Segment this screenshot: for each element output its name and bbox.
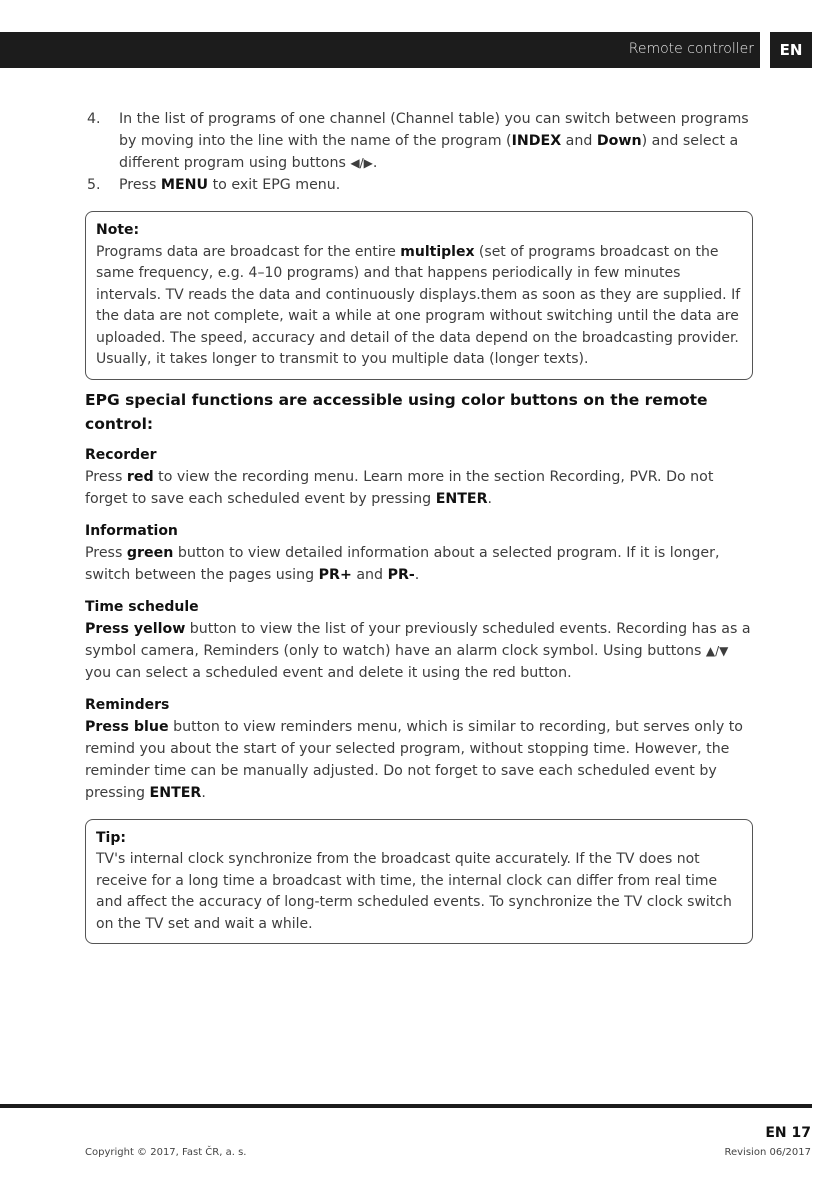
time-schedule-section: Time schedule Press yellow button to view the list of your previously scheduled events. Recording has as a symbol camera, Reminders (only to watch) have an alarm clock symbol. Using buttons ▲/▼ you can select a scheduled event and delete it using the red button. <box>85 596 753 684</box>
reminders-section: Reminders Press blue button to view reminders menu, which is similar to recording, but serves only to remind you about the start of your selected program, without stopping time. However, the reminder time can be manually adjusted. Do not forget to save each scheduled event by pressing ENTER. <box>85 694 753 804</box>
note-box: Note: Programs data are broadcast for the entire multiplex (set of programs broadcast on the same frequency, e.g. 4–10 programs) and that happens periodically in few minutes intervals. TV reads the data and continuously displays.them as soon as they are supplied. If the data are not complete, wait a while at one program without switching until the data are uploaded. The speed, accuracy and detail of the data depend on the broadcasting provider. Usually, it takes longer to transmit to you multiple data (longer texts). <box>85 211 753 380</box>
step-number: 5. <box>87 177 101 193</box>
recorder-section: Recorder Press red to view the recording menu. Learn more in the section Recording, PVR. Do not forget to save each scheduled event by pressing ENTER. <box>85 444 753 510</box>
revision-text: Revision 06/2017 <box>724 1147 811 1158</box>
up-down-arrows-icon: ▲/▼ <box>705 643 729 658</box>
information-title: Information <box>85 522 178 539</box>
note-title: Note: <box>96 222 140 238</box>
step-item: 4. In the list of programs of one channel (Channel table) you can switch between programs by moving into the line with the name of the program (INDEX and Down) and select a different program using buttons ◀/▶. <box>85 108 753 174</box>
time-schedule-title: Time schedule <box>85 598 199 615</box>
information-section: Information Press green button to view detailed information about a selected program. If it is longer, switch between the pages using PR+ and PR-. <box>85 520 753 586</box>
reminders-title: Reminders <box>85 696 170 713</box>
footer-divider <box>0 1104 812 1108</box>
header-bar <box>0 32 760 68</box>
step-item: 5. Press MENU to exit EPG menu. <box>85 174 753 196</box>
steps-list <box>85 108 753 196</box>
language-badge: EN <box>770 32 812 68</box>
tip-box <box>85 819 753 945</box>
page-content <box>85 108 753 944</box>
recorder-title: Recorder <box>85 446 157 463</box>
left-right-arrows-icon: ◀/▶ <box>350 156 373 170</box>
tip-text: TV's internal clock synchronize from the broadcast quite accurately. If the TV does not receive for a long time a broadcast with time, the internal clock can differ from real time and affect the accuracy of long-term scheduled events. To synchronize the TV clock switch on the TV set and wait a while. <box>96 851 732 932</box>
tip-title: Tip: <box>96 829 126 846</box>
section-title: Remote controller <box>628 41 754 57</box>
page-number: EN 17 <box>765 1125 811 1141</box>
section-heading: EPG special functions are accessible using color buttons on the remote control: <box>85 390 708 433</box>
copyright-text: Copyright © 2017, Fast ČR, a. s. <box>85 1147 247 1158</box>
step-number: 4. <box>87 111 101 127</box>
